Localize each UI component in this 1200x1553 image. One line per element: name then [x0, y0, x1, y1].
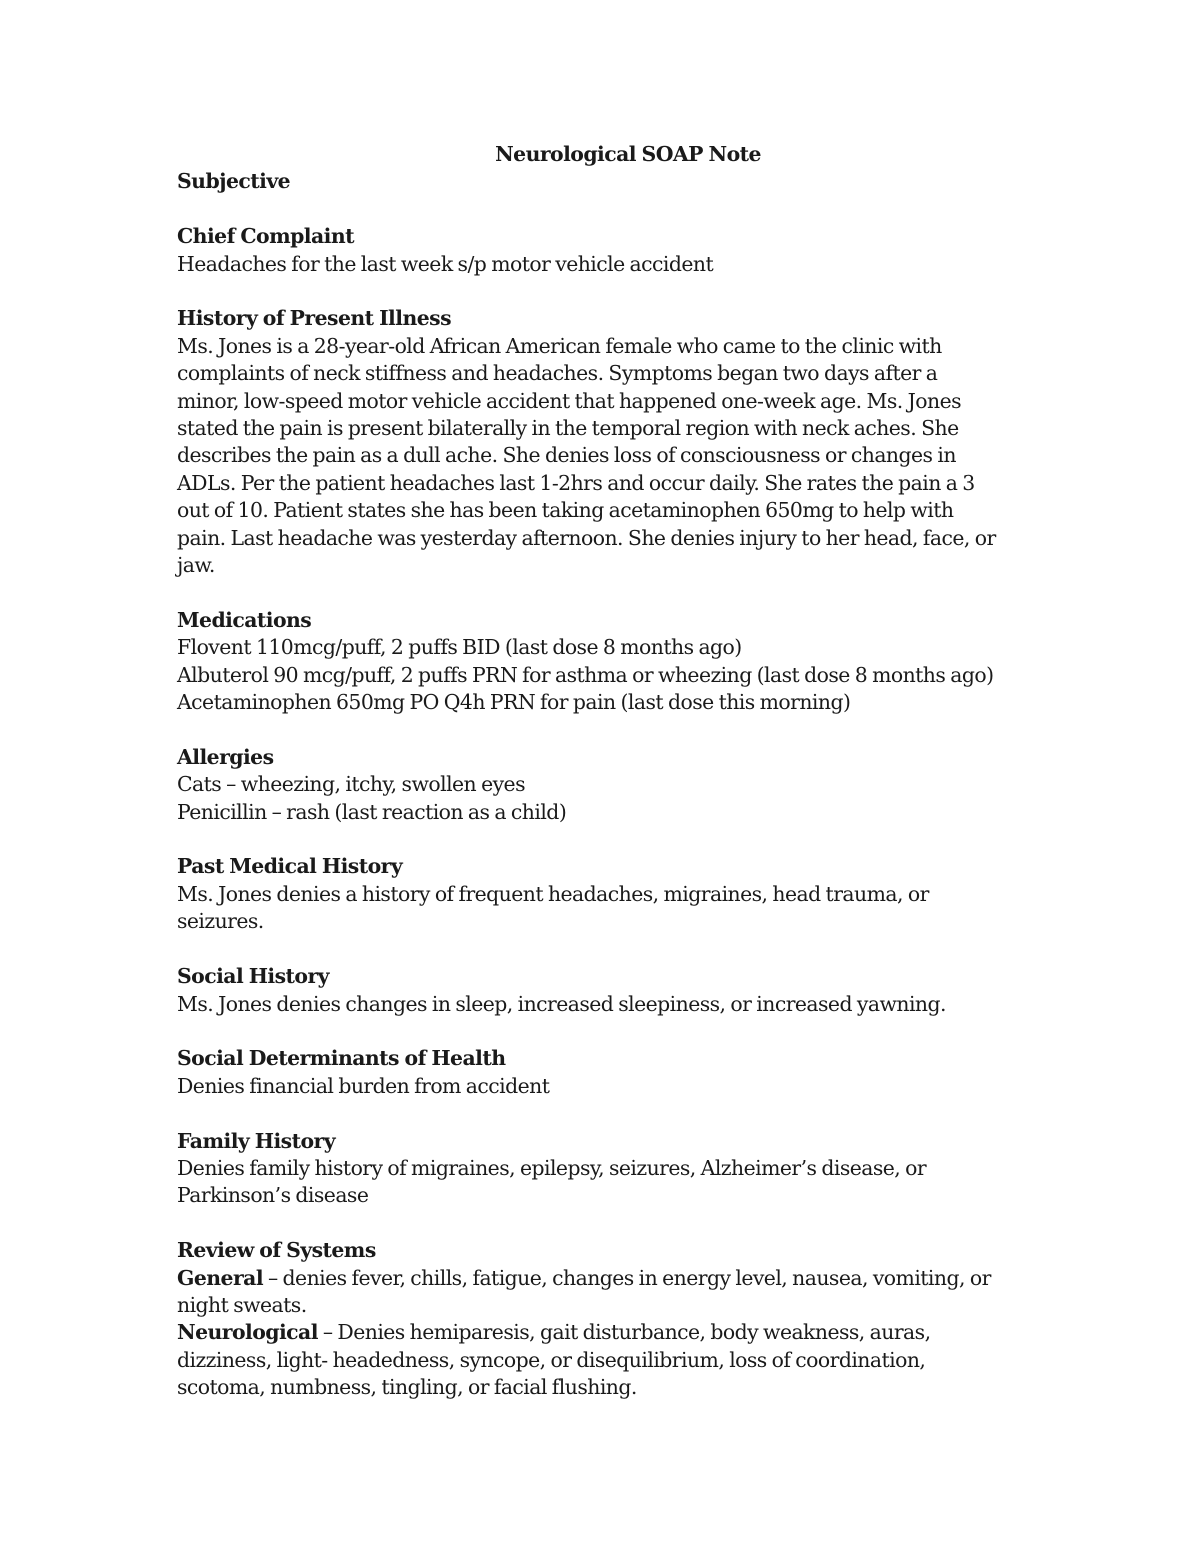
document-title: Neurological SOAP Note: [495, 142, 761, 166]
hpi-section: [177, 305, 1057, 579]
social-history-heading: Social History: [177, 964, 329, 989]
medications-section: [177, 607, 1057, 717]
chief-complaint-heading: Chief Complaint: [177, 224, 355, 249]
hpi-line: complaints of neck stiffness and headaches. Symptoms began two days after a: [177, 361, 938, 386]
ros-neuro-line: scotoma, numbness, tingling, or facial flushing.: [177, 1375, 637, 1400]
hpi-line: minor, low-speed motor vehicle accident that happened one-week age. Ms. Jones: [177, 388, 962, 413]
hpi-line: out of 10. Patient states she has been taking acetaminophen 650mg to help with: [177, 498, 954, 523]
subjective-heading: Subjective: [177, 169, 291, 194]
ros-neuro-text: – Denies hemiparesis, gait disturbance, body weakness, auras,: [317, 1320, 931, 1345]
family-history-line: Parkinson’s disease: [177, 1183, 369, 1208]
ros-section: [177, 1237, 1057, 1401]
allergy-item: Cats – wheezing, itchy, swollen eyes: [177, 772, 525, 797]
ros-neuro-label: Neurological: [177, 1320, 318, 1345]
hpi-line: jaw.: [177, 553, 215, 578]
ros-heading: Review of Systems: [177, 1238, 376, 1263]
sdoh-section: [177, 1045, 1057, 1100]
ros-general-line: [177, 1265, 1057, 1292]
family-history-section: [177, 1128, 1057, 1210]
hpi-line: pain. Last headache was yesterday afternoon. She denies injury to her head, face, or: [177, 525, 996, 550]
ros-neuro-line: dizziness, light- headedness, syncope, or disequilibrium, loss of coordination,: [177, 1347, 926, 1372]
sdoh-text: Denies financial burden from accident: [177, 1073, 550, 1098]
document-page: [177, 141, 1057, 1402]
social-history-text: Ms. Jones denies changes in sleep, increased sleepiness, or increased yawning.: [177, 991, 946, 1016]
spacer: [177, 278, 1057, 305]
sdoh-heading: Social Determinants of Health: [177, 1046, 506, 1071]
spacer: [177, 1210, 1057, 1237]
pmh-heading: Past Medical History: [177, 854, 403, 879]
chief-complaint-section: [177, 223, 1057, 278]
spacer: [177, 936, 1057, 963]
social-history-section: [177, 963, 1057, 1018]
hpi-line: describes the pain as a dull ache. She denies loss of consciousness or changes in: [177, 443, 956, 468]
spacer: [177, 826, 1057, 853]
spacer: [177, 1018, 1057, 1045]
ros-general-line: night sweats.: [177, 1292, 307, 1317]
ros-neuro-line: [177, 1319, 1057, 1346]
allergies-section: [177, 744, 1057, 826]
spacer: [177, 1100, 1057, 1127]
family-history-line: Denies family history of migraines, epilepsy, seizures, Alzheimer’s disease, or: [177, 1155, 927, 1180]
medication-item: Acetaminophen 650mg PO Q4h PRN for pain (last dose this morning): [177, 690, 851, 715]
pmh-line: Ms. Jones denies a history of frequent headaches, migraines, head trauma, or: [177, 881, 929, 906]
spacer: [177, 196, 1057, 223]
chief-complaint-text: Headaches for the last week s/p motor vehicle accident: [177, 251, 714, 276]
allergies-heading: Allergies: [177, 744, 274, 769]
hpi-heading: History of Present Illness: [177, 306, 452, 331]
spacer: [177, 716, 1057, 743]
pmh-section: [177, 853, 1057, 935]
hpi-line: stated the pain is present bilaterally in the temporal region with neck aches. She: [177, 416, 959, 441]
family-history-heading: Family History: [177, 1128, 335, 1153]
spacer: [177, 579, 1057, 606]
hpi-line: ADLs. Per the patient headaches last 1-2hrs and occur daily. She rates the pain a 3: [177, 470, 975, 495]
hpi-line: Ms. Jones is a 28-year-old African American female who came to the clinic with: [177, 333, 942, 358]
medication-item: Albuterol 90 mcg/puff, 2 puffs PRN for asthma or wheezing (last dose 8 months ago): [177, 662, 994, 687]
medication-item: Flovent 110mcg/puff, 2 puffs BID (last dose 8 months ago): [177, 635, 742, 660]
allergy-item: Penicillin – rash (last reaction as a child): [177, 799, 567, 824]
ros-general-text: – denies fever, chills, fatigue, changes in energy level, nausea, vomiting, or: [263, 1265, 991, 1290]
ros-general-label: General: [177, 1265, 264, 1290]
pmh-line: seizures.: [177, 909, 264, 934]
medications-heading: Medications: [177, 607, 312, 632]
